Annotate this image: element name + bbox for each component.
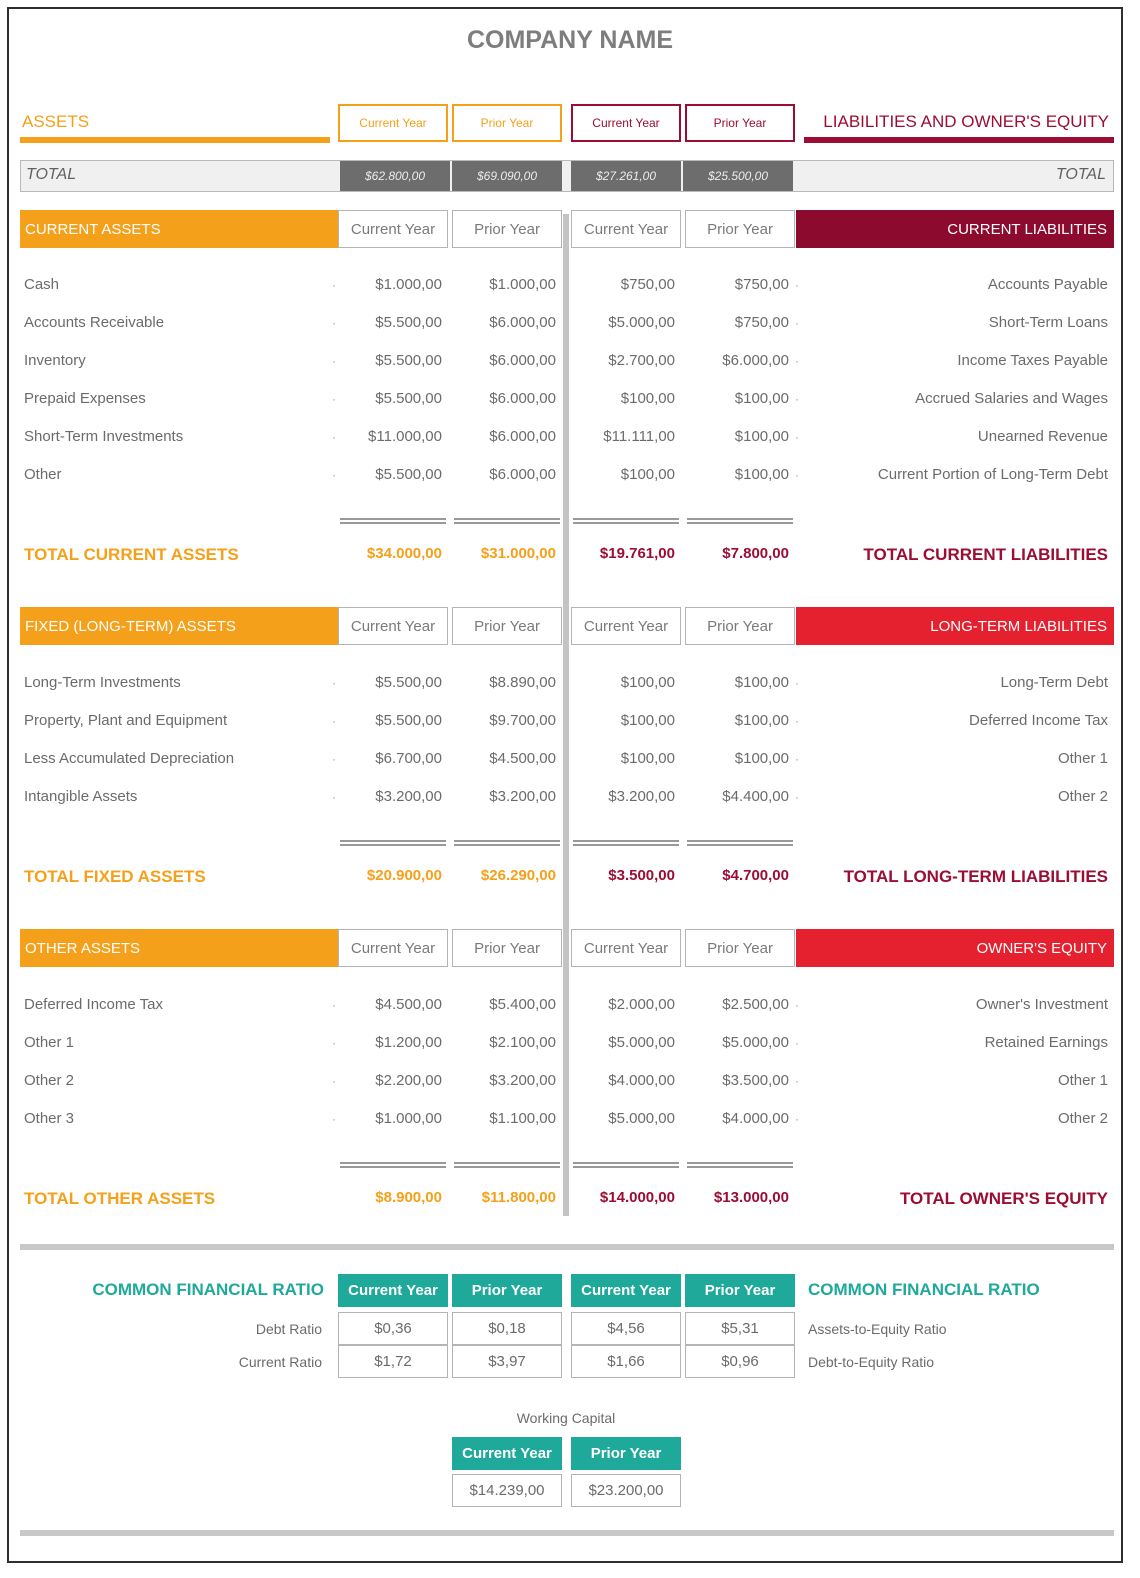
value-cell: $11.111,00 <box>603 428 675 445</box>
double-underline <box>340 1162 446 1168</box>
ratio-value: $5,31 <box>685 1312 795 1345</box>
row-dot: · <box>332 430 336 444</box>
ratio-name: Current Ratio <box>238 1354 322 1370</box>
working-capital-title: Working Capital <box>516 1410 616 1426</box>
row-label: Other 1 <box>1057 1072 1108 1089</box>
value-cell: $3.200,00 <box>489 1072 556 1089</box>
col-head-current-year: Current Year <box>571 210 681 248</box>
ratio-value: $0,18 <box>452 1312 562 1345</box>
double-underline <box>573 840 679 846</box>
total-fixed-assets-py: $26.290,00 <box>480 867 556 884</box>
col-head-prior-year: Prior Year <box>452 210 562 248</box>
value-cell: $2.500,00 <box>722 996 789 1013</box>
row-dot: · <box>332 278 336 292</box>
row-dot: · <box>332 1112 336 1126</box>
row-label: Accrued Salaries and Wages <box>915 390 1108 407</box>
row-label: Deferred Income Tax <box>969 712 1108 729</box>
total-owners-equity-label: TOTAL OWNER'S EQUITY <box>899 1189 1108 1208</box>
total-label-right: TOTAL <box>1055 166 1106 183</box>
value-cell: $2.700,00 <box>608 352 675 369</box>
ratio-name: Debt Ratio <box>255 1321 322 1337</box>
row-label: Long-Term Debt <box>1000 674 1108 691</box>
total-equity-py: $13.000,00 <box>713 1189 789 1206</box>
row-dot: · <box>332 752 336 766</box>
double-underline <box>340 840 446 846</box>
value-cell: $2.200,00 <box>375 1072 442 1089</box>
col-head-prior-year: Prior Year <box>685 607 795 645</box>
ratio-head-current-year: Current Year <box>338 1274 448 1307</box>
row-label: Accounts Receivable <box>24 314 165 331</box>
ratio-name: Assets-to-Equity Ratio <box>808 1321 947 1337</box>
section-header-long-term-liabilities: LONG-TERM LIABILITIES <box>796 607 1114 645</box>
col-head-prior-year: Prior Year <box>685 210 795 248</box>
section-header-fixed-assets: FIXED (LONG-TERM) ASSETS <box>20 607 338 645</box>
total-assets-current: $62.800,00 <box>340 161 450 191</box>
total-current-assets-cy: $34.000,00 <box>366 545 442 562</box>
row-dot: · <box>332 714 336 728</box>
row-label: Unearned Revenue <box>977 428 1108 445</box>
row-dot: · <box>795 790 799 804</box>
col-head-current-year: Current Year <box>338 929 448 967</box>
value-cell: $100,00 <box>620 712 675 729</box>
value-cell: $3.200,00 <box>608 788 675 805</box>
row-label: Other 1 <box>24 1034 75 1051</box>
row-dot: · <box>795 1074 799 1088</box>
value-cell: $750,00 <box>734 276 789 293</box>
section-header-current-assets: CURRENT ASSETS <box>20 210 338 248</box>
total-fixed-assets-cy: $20.900,00 <box>366 867 442 884</box>
row-dot: · <box>795 278 799 292</box>
value-cell: $6.000,00 <box>489 314 556 331</box>
row-dot: · <box>332 998 336 1012</box>
row-label: Current Portion of Long-Term Debt <box>877 466 1108 483</box>
value-cell: $100,00 <box>734 428 789 445</box>
ratio-title-right: COMMON FINANCIAL RATIO <box>808 1280 1040 1299</box>
row-dot: · <box>332 1036 336 1050</box>
double-underline <box>573 518 679 524</box>
row-label: Other 2 <box>1057 1110 1108 1127</box>
col-head-prior-year: Prior Year <box>452 607 562 645</box>
total-current-liabilities-label: TOTAL CURRENT LIABILITIES <box>863 545 1108 564</box>
total-label-left: TOTAL <box>26 166 77 183</box>
row-label: Income Taxes Payable <box>957 352 1108 369</box>
col-head-current-year: Current Year <box>571 607 681 645</box>
double-underline <box>687 1162 793 1168</box>
ratio-title-left: COMMON FINANCIAL RATIO <box>92 1280 324 1299</box>
row-dot: · <box>332 468 336 482</box>
value-cell: $4.000,00 <box>608 1072 675 1089</box>
value-cell: $100,00 <box>734 750 789 767</box>
row-label: Owner's Investment <box>975 996 1108 1013</box>
double-underline <box>454 1162 560 1168</box>
row-dot: · <box>332 790 336 804</box>
value-cell: $5.500,00 <box>375 314 442 331</box>
row-label: Less Accumulated Depreciation <box>24 750 235 767</box>
value-cell: $4.500,00 <box>375 996 442 1013</box>
col-head-prior-year: Prior Year <box>685 929 795 967</box>
value-cell: $100,00 <box>620 390 675 407</box>
total-current-assets-py: $31.000,00 <box>480 545 556 562</box>
row-dot: · <box>795 998 799 1012</box>
value-cell: $5.000,00 <box>608 1034 675 1051</box>
value-cell: $4.000,00 <box>722 1110 789 1127</box>
value-cell: $100,00 <box>734 674 789 691</box>
row-dot: · <box>795 430 799 444</box>
total-fixed-assets-label: TOTAL FIXED ASSETS <box>24 867 206 886</box>
wc-value-prior: $23.200,00 <box>571 1474 681 1507</box>
total-liab-prior: $25.500,00 <box>683 161 793 191</box>
row-dot: · <box>332 354 336 368</box>
value-cell: $5.500,00 <box>375 466 442 483</box>
row-label: Other <box>24 466 62 483</box>
value-cell: $1.100,00 <box>489 1110 556 1127</box>
value-cell: $100,00 <box>620 674 675 691</box>
row-label: Intangible Assets <box>24 788 138 805</box>
center-divider <box>563 214 569 1216</box>
double-underline <box>454 840 560 846</box>
row-dot: · <box>795 752 799 766</box>
value-cell: $4.400,00 <box>722 788 789 805</box>
value-cell: $5.000,00 <box>608 314 675 331</box>
liabilities-title: LIABILITIES AND OWNER'S EQUITY <box>823 112 1109 131</box>
row-label: Other 1 <box>1057 750 1108 767</box>
row-label: Property, Plant and Equipment <box>24 712 228 729</box>
col-head-current-year: Current Year <box>338 210 448 248</box>
total-lt-liab-py: $4.700,00 <box>722 867 789 884</box>
ratio-head-prior-year: Prior Year <box>685 1274 795 1307</box>
section-header-current-liabilities: CURRENT LIABILITIES <box>796 210 1114 248</box>
ratio-value: $4,56 <box>571 1312 681 1345</box>
value-cell: $100,00 <box>734 466 789 483</box>
value-cell: $6.000,00 <box>722 352 789 369</box>
value-cell: $5.500,00 <box>375 352 442 369</box>
row-dot: · <box>795 316 799 330</box>
total-liab-current: $27.261,00 <box>571 161 681 191</box>
value-cell: $3.200,00 <box>375 788 442 805</box>
wc-value-current: $14.239,00 <box>452 1474 562 1507</box>
total-long-term-liabilities-label: TOTAL LONG-TERM LIABILITIES <box>843 867 1108 886</box>
value-cell: $6.000,00 <box>489 390 556 407</box>
value-cell: $750,00 <box>734 314 789 331</box>
row-label: Short-Term Loans <box>988 314 1108 331</box>
footer-divider <box>20 1530 1114 1536</box>
ratio-name: Debt-to-Equity Ratio <box>808 1354 935 1370</box>
row-label: Other 2 <box>24 1072 75 1089</box>
ratio-value: $1,72 <box>338 1345 448 1378</box>
row-label: Deferred Income Tax <box>24 996 163 1013</box>
ratio-value: $1,66 <box>571 1345 681 1378</box>
value-cell: $1.000,00 <box>375 1110 442 1127</box>
value-cell: $5.500,00 <box>375 674 442 691</box>
liabilities-underline <box>804 137 1114 143</box>
row-dot: · <box>332 316 336 330</box>
ratio-value: $0,36 <box>338 1312 448 1345</box>
ratio-head-prior-year: Prior Year <box>452 1274 562 1307</box>
value-cell: $6.000,00 <box>489 466 556 483</box>
ratio-value: $3,97 <box>452 1345 562 1378</box>
row-dot: · <box>795 1112 799 1126</box>
double-underline <box>573 1162 679 1168</box>
value-cell: $100,00 <box>734 390 789 407</box>
header-liab-prior-year: Prior Year <box>685 104 795 142</box>
row-dot: · <box>795 676 799 690</box>
value-cell: $4.500,00 <box>489 750 556 767</box>
ratio-head-current-year: Current Year <box>571 1274 681 1307</box>
row-dot: · <box>795 468 799 482</box>
value-cell: $5.400,00 <box>489 996 556 1013</box>
row-dot: · <box>332 392 336 406</box>
row-label: Retained Earnings <box>984 1034 1108 1051</box>
value-cell: $6.000,00 <box>489 352 556 369</box>
col-head-current-year: Current Year <box>571 929 681 967</box>
value-cell: $11.000,00 <box>368 428 442 445</box>
row-label: Long-Term Investments <box>24 674 181 691</box>
row-label: Accounts Payable <box>987 276 1108 293</box>
value-cell: $5.000,00 <box>722 1034 789 1051</box>
header-assets-current-year: Current Year <box>338 104 448 142</box>
header-liab-current-year: Current Year <box>571 104 681 142</box>
value-cell: $6.000,00 <box>489 428 556 445</box>
value-cell: $3.500,00 <box>722 1072 789 1089</box>
value-cell: $5.000,00 <box>608 1110 675 1127</box>
value-cell: $100,00 <box>734 712 789 729</box>
row-dot: · <box>332 676 336 690</box>
value-cell: $1.000,00 <box>489 276 556 293</box>
section-header-owners-equity: OWNER'S EQUITY <box>796 929 1114 967</box>
row-label: Inventory <box>24 352 86 369</box>
col-head-current-year: Current Year <box>338 607 448 645</box>
row-dot: · <box>795 1036 799 1050</box>
section-divider <box>20 1244 1114 1250</box>
assets-underline <box>20 137 330 143</box>
company-name: COMPANY NAME <box>466 26 674 54</box>
row-dot: · <box>795 714 799 728</box>
section-header-other-assets: OTHER ASSETS <box>20 929 338 967</box>
value-cell: $2.000,00 <box>608 996 675 1013</box>
double-underline <box>454 518 560 524</box>
value-cell: $8.890,00 <box>489 674 556 691</box>
wc-head-prior-year: Prior Year <box>571 1437 681 1470</box>
total-other-assets-cy: $8.900,00 <box>375 1189 442 1206</box>
total-current-assets-label: TOTAL CURRENT ASSETS <box>24 545 239 564</box>
value-cell: $100,00 <box>620 466 675 483</box>
row-label: Other 3 <box>24 1110 75 1127</box>
value-cell: $100,00 <box>620 750 675 767</box>
value-cell: $3.200,00 <box>489 788 556 805</box>
value-cell: $9.700,00 <box>489 712 556 729</box>
row-dot: · <box>332 1074 336 1088</box>
row-label: Short-Term Investments <box>24 428 184 445</box>
ratio-value: $0,96 <box>685 1345 795 1378</box>
header-assets-prior-year: Prior Year <box>452 104 562 142</box>
total-current-liab-cy: $19.761,00 <box>599 545 675 562</box>
total-lt-liab-cy: $3.500,00 <box>608 867 675 884</box>
value-cell: $5.500,00 <box>375 390 442 407</box>
total-assets-prior: $69.090,00 <box>452 161 562 191</box>
row-label: Prepaid Expenses <box>24 390 146 407</box>
double-underline <box>340 518 446 524</box>
value-cell: $5.500,00 <box>375 712 442 729</box>
total-other-assets-py: $11.800,00 <box>481 1189 556 1206</box>
total-other-assets-label: TOTAL OTHER ASSETS <box>24 1189 216 1208</box>
assets-title: ASSETS <box>22 112 90 131</box>
value-cell: $1.000,00 <box>375 276 442 293</box>
double-underline <box>687 840 793 846</box>
col-head-prior-year: Prior Year <box>452 929 562 967</box>
total-current-liab-py: $7.800,00 <box>722 545 789 562</box>
wc-head-current-year: Current Year <box>452 1437 562 1470</box>
value-cell: $1.200,00 <box>375 1034 442 1051</box>
row-label: Other 2 <box>1057 788 1108 805</box>
row-label: Cash <box>24 276 60 293</box>
value-cell: $750,00 <box>620 276 675 293</box>
total-equity-cy: $14.000,00 <box>599 1189 675 1206</box>
row-dot: · <box>795 392 799 406</box>
row-dot: · <box>795 354 799 368</box>
double-underline <box>687 518 793 524</box>
value-cell: $6.700,00 <box>375 750 442 767</box>
value-cell: $2.100,00 <box>489 1034 556 1051</box>
